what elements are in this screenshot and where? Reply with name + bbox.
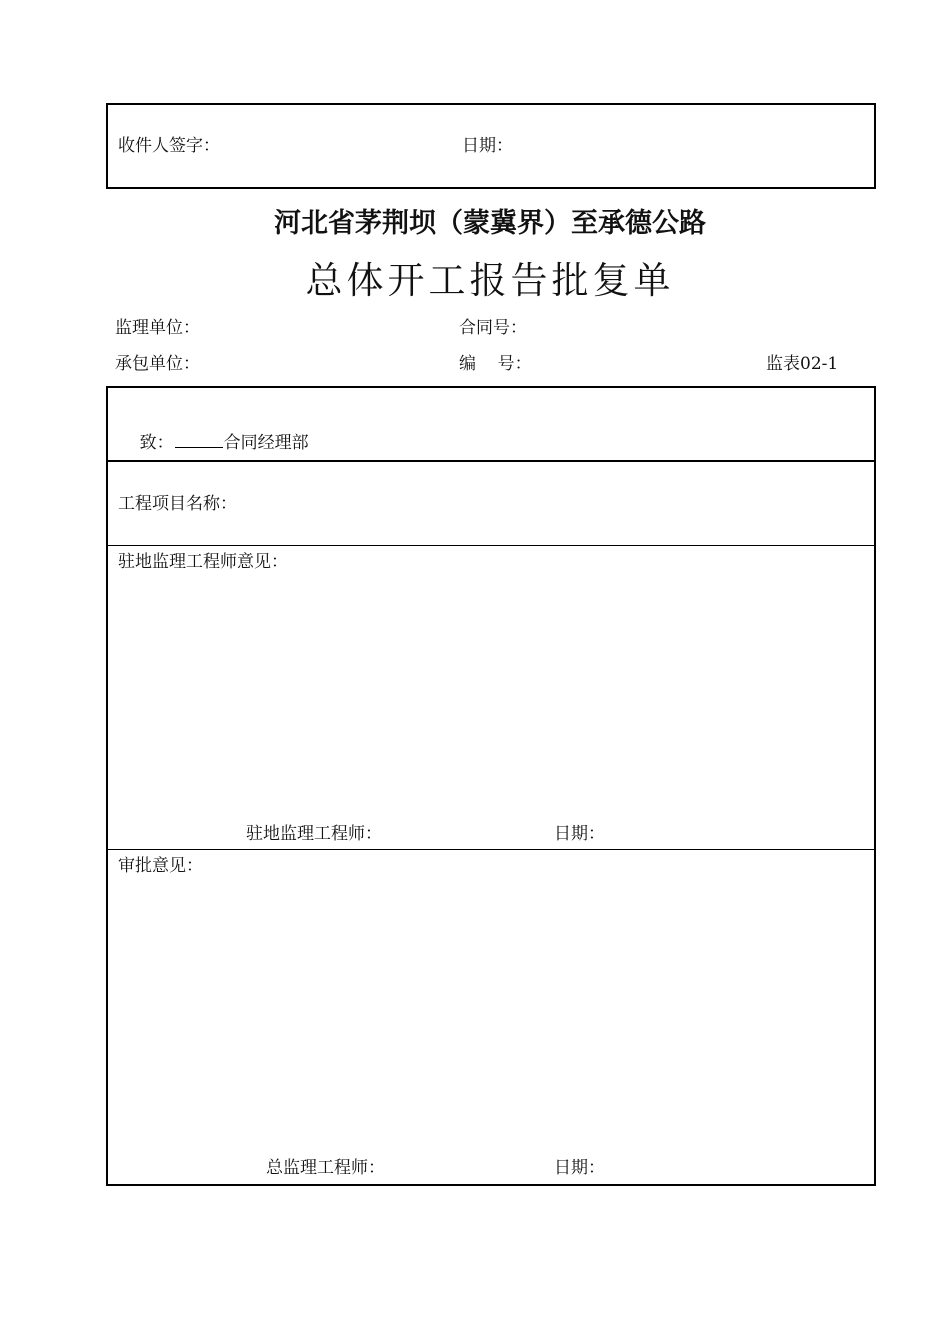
row-divider: [108, 849, 874, 850]
document-title-line1: 河北省茅荆坝（蒙冀界）至承德公路: [274, 208, 706, 239]
receipt-date-label: 日期：: [462, 136, 513, 156]
approval-form-table: [106, 386, 876, 1186]
resident-engineer-opinion-label: 驻地监理工程师意见：: [118, 552, 288, 572]
receipt-box: [106, 103, 876, 189]
addressee-prefix: 致：: [139, 433, 174, 453]
contract-number-label: 合同号：: [459, 318, 527, 338]
serial-number-label: 编 号：: [459, 354, 532, 374]
resident-engineer-date-label: 日期：: [554, 824, 605, 844]
contractor-unit-label: 承包单位：: [115, 354, 200, 374]
row-divider: [108, 460, 874, 462]
form-code: 监表02-1: [766, 354, 839, 374]
approval-opinion-label: 审批意见：: [118, 856, 203, 876]
receiver-signature-label: 收件人签字：: [118, 136, 220, 156]
resident-engineer-signature-label: 驻地监理工程师：: [246, 824, 382, 844]
row-divider: [108, 545, 874, 546]
supervisor-unit-label: 监理单位：: [115, 318, 200, 338]
project-name-label: 工程项目名称：: [118, 494, 237, 514]
addressee-blank: [175, 433, 223, 448]
chief-engineer-date-label: 日期：: [554, 1158, 605, 1178]
chief-engineer-signature-label: 总监理工程师：: [266, 1158, 385, 1178]
addressee-suffix: 合同经理部: [223, 433, 309, 453]
document-title-line2: 总体开工报告批复单: [305, 259, 675, 302]
